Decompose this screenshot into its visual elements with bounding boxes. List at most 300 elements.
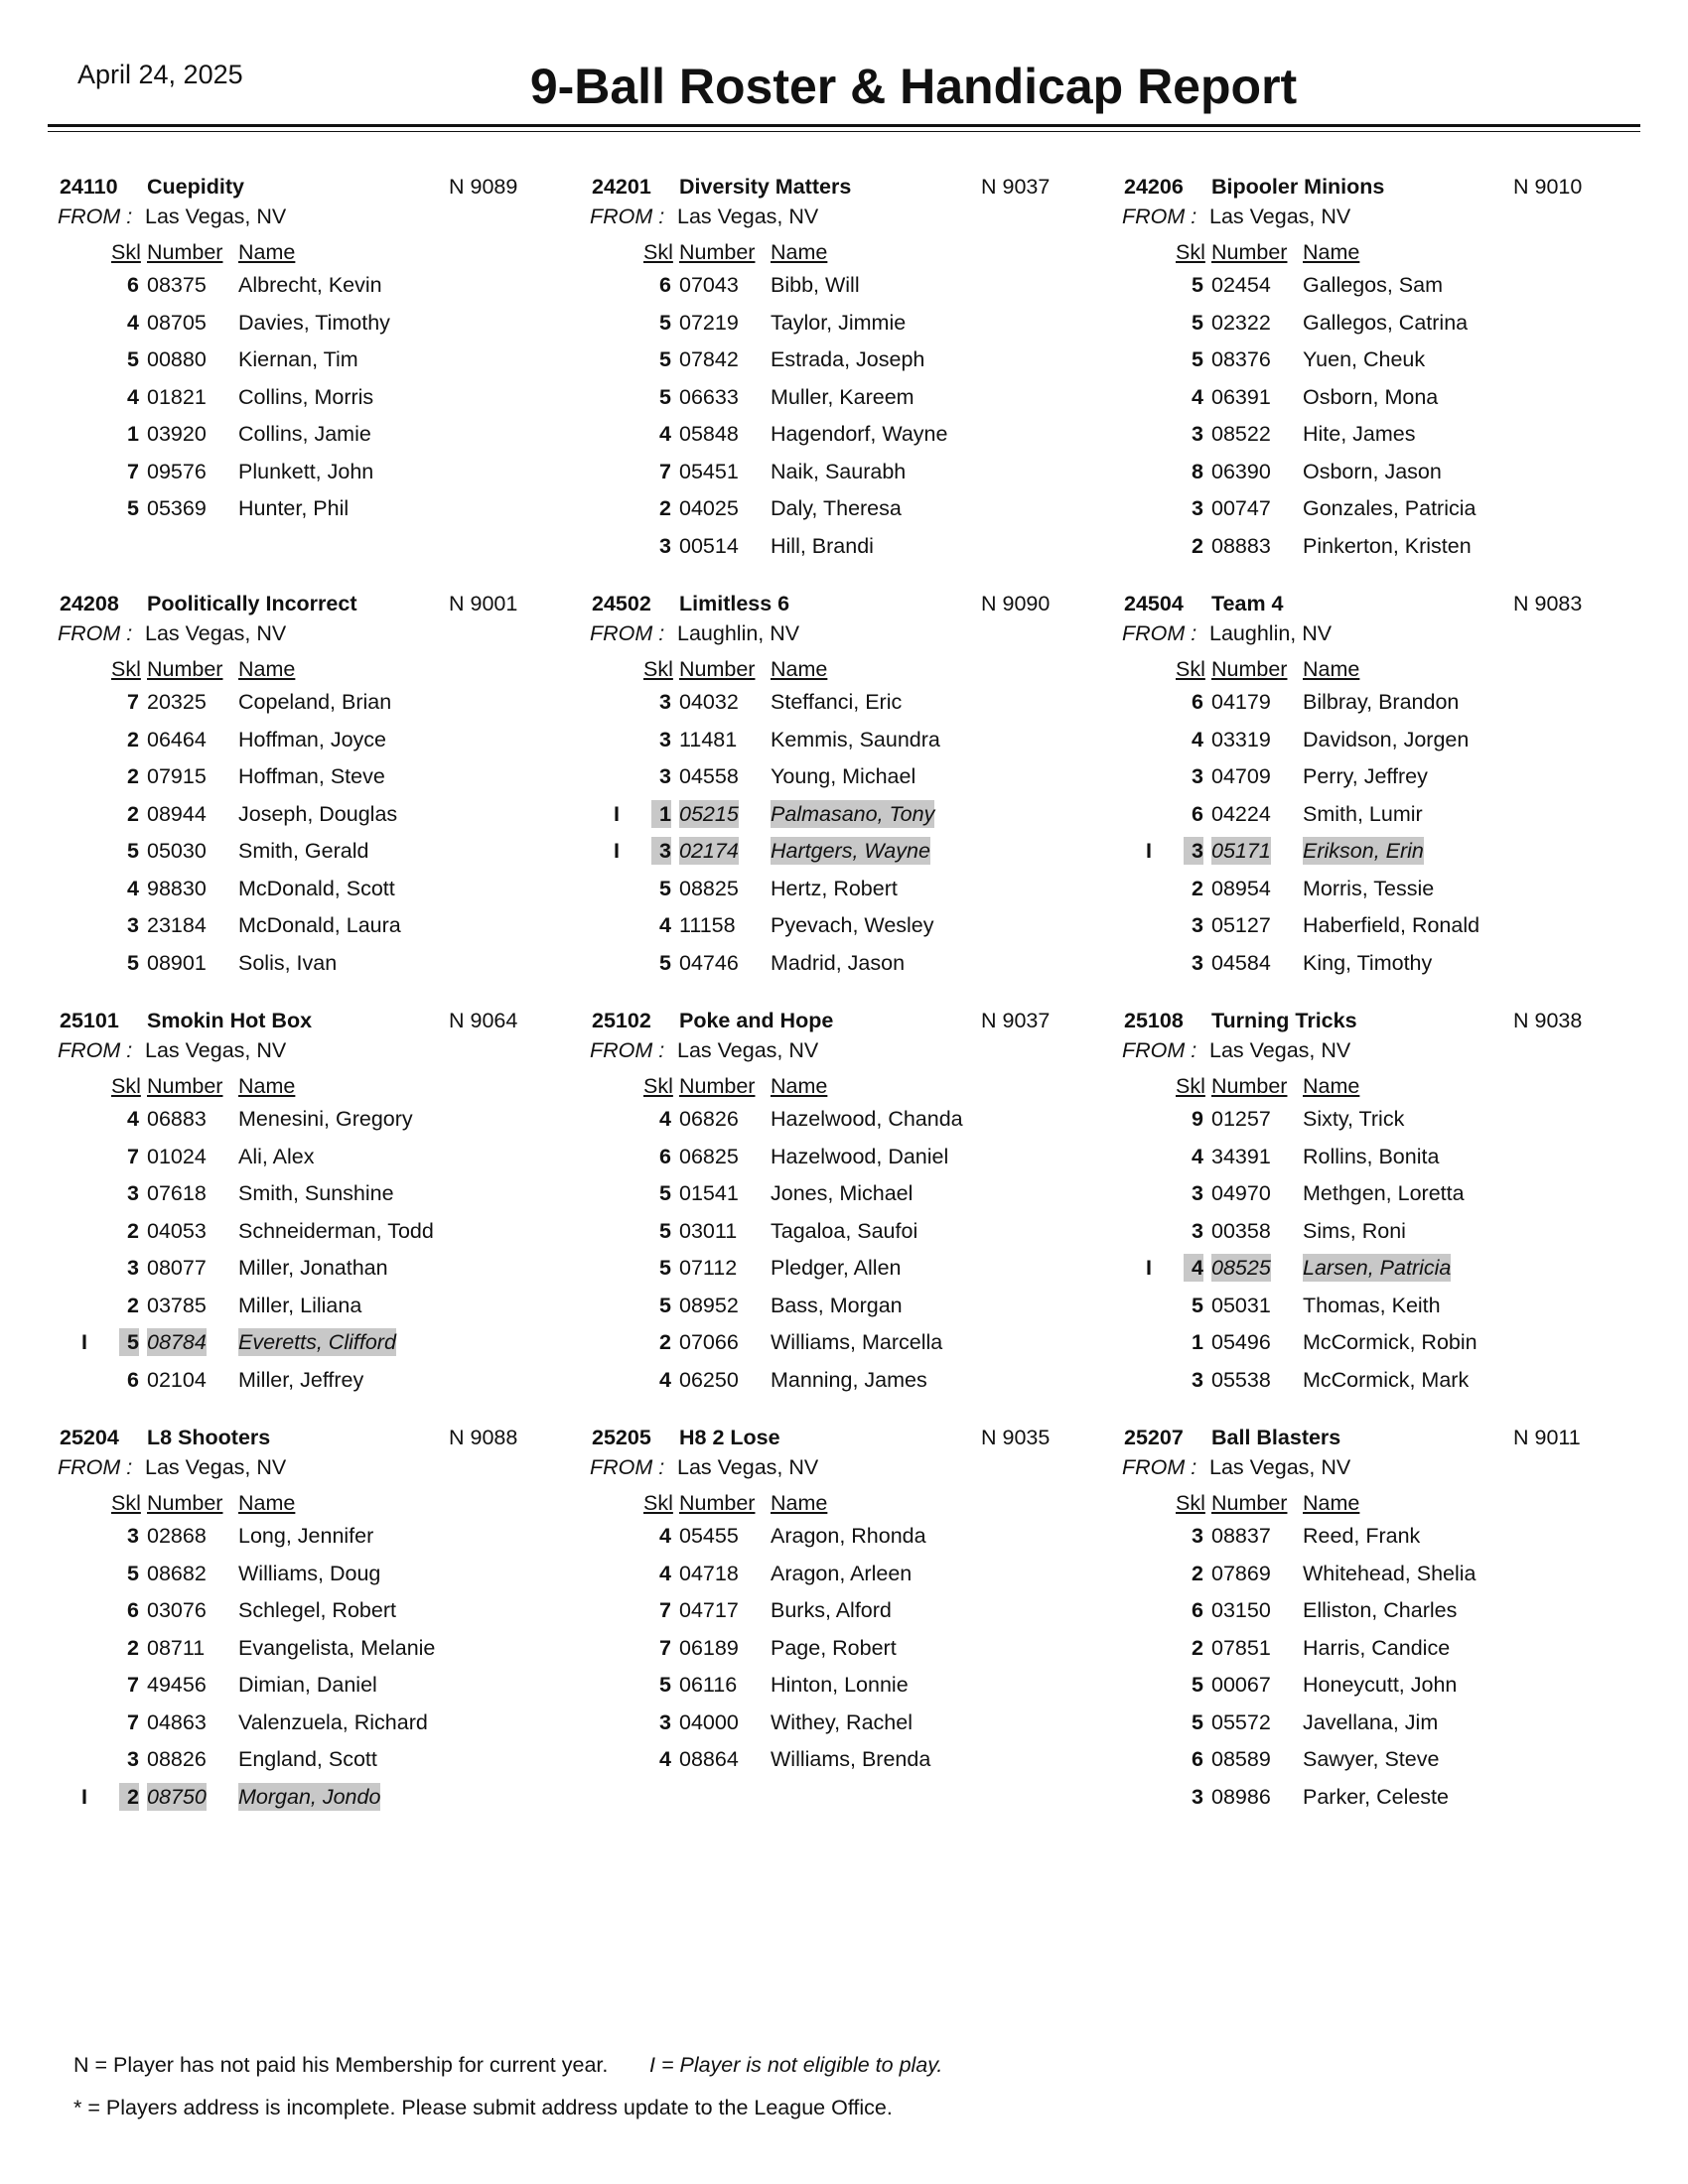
player-number: 06464 (147, 727, 207, 751)
player-skill: 5 (659, 950, 671, 975)
player-number: 04709 (1211, 764, 1271, 788)
player-name: McDonald, Scott (238, 876, 395, 900)
player-name: Miller, Jonathan (238, 1256, 388, 1280)
column-header-number: Number (679, 240, 756, 264)
player-row (592, 271, 1108, 309)
player-name: Williams, Doug (238, 1561, 381, 1585)
column-header-number: Number (1211, 1074, 1288, 1098)
player-row (60, 911, 576, 949)
player-number: 05127 (1211, 913, 1271, 937)
player-number: 05369 (147, 496, 207, 520)
player-row (592, 1522, 1108, 1560)
player-number: 01821 (147, 384, 207, 409)
column-header-skl: Skl (1176, 657, 1205, 681)
team-from (58, 205, 574, 234)
player-row (1124, 1143, 1640, 1180)
player-row (60, 1143, 576, 1180)
player-skill: 4 (659, 1367, 671, 1392)
player-name: Sixty, Trick (1303, 1107, 1405, 1131)
column-header-number: Number (679, 1074, 756, 1098)
player-skill: 6 (1192, 690, 1203, 714)
team-header (1124, 592, 1640, 621)
column-header-skl: Skl (1176, 240, 1205, 264)
team-name: Limitless 6 (679, 592, 790, 615)
player-number: 04179 (1211, 690, 1271, 714)
player-name: Smith, Gerald (238, 839, 369, 863)
roster-column-headers (592, 657, 1108, 687)
team-code: N 9035 (981, 1426, 1051, 1449)
player-skill: 5 (659, 1256, 671, 1280)
player-number: 08825 (679, 876, 739, 900)
player-skill: 5 (127, 1561, 139, 1585)
player-row (1124, 1292, 1640, 1329)
player-name: Rollins, Bonita (1303, 1144, 1440, 1168)
column-header-name: Name (238, 1491, 296, 1515)
roster-column-headers (1124, 1491, 1640, 1521)
player-name: Osborn, Jason (1303, 459, 1442, 483)
player-name: Williams, Marcella (771, 1330, 943, 1354)
player-row (592, 309, 1108, 346)
player-name: Hite, James (1303, 422, 1416, 446)
player-number: 07618 (147, 1181, 207, 1205)
player-skill: 5 (1192, 1293, 1203, 1317)
player-name: King, Timothy (1303, 950, 1433, 975)
player-number: 04970 (1211, 1181, 1271, 1205)
player-skill: 6 (659, 1144, 671, 1168)
player-row (1124, 875, 1640, 912)
player-number: 08705 (147, 310, 207, 335)
player-name: Menesini, Gregory (238, 1107, 413, 1131)
team-header (1124, 175, 1640, 205)
player-name: Erikson, Erin (1303, 839, 1424, 863)
team-name: Smokin Hot Box (147, 1009, 313, 1032)
team-id: 25108 (1124, 1009, 1184, 1032)
column-header-name: Name (1303, 1074, 1360, 1098)
team-code: N 9038 (1513, 1009, 1583, 1032)
player-number: 02868 (147, 1524, 207, 1548)
column-header-skl: Skl (643, 1074, 673, 1098)
player-name: Schlegel, Robert (238, 1598, 396, 1622)
roster-list (60, 1105, 576, 1403)
player-skill: 5 (127, 950, 139, 975)
player-name: Javellana, Jim (1303, 1709, 1439, 1734)
column-header-name: Name (771, 657, 828, 681)
eligibility-mark: I (81, 1330, 87, 1354)
player-skill: 5 (1192, 310, 1203, 335)
player-number: 07869 (1211, 1561, 1271, 1585)
player-number: 02104 (147, 1367, 207, 1392)
player-number: 04746 (679, 950, 739, 975)
team-from (590, 621, 1106, 651)
player-name: Sims, Roni (1303, 1218, 1406, 1243)
column-header-number: Number (147, 1074, 223, 1098)
team-id: 24502 (592, 592, 651, 615)
roster-list (1124, 1522, 1640, 1820)
player-skill: 8 (1192, 459, 1203, 483)
player-skill: 2 (659, 1330, 671, 1354)
team-id: 24504 (1124, 592, 1184, 615)
column-header-number: Number (679, 1491, 756, 1515)
player-number: 00514 (679, 533, 739, 558)
roster-column-headers (60, 1491, 576, 1521)
player-number: 07043 (679, 273, 739, 297)
player-name: Pledger, Allen (771, 1256, 902, 1280)
player-skill: 2 (127, 727, 139, 751)
player-name: Williams, Brenda (771, 1747, 931, 1771)
player-skill: 2 (1192, 533, 1203, 558)
player-skill: 5 (659, 384, 671, 409)
column-header-name: Name (238, 1074, 296, 1098)
player-name: Palmasano, Tony (771, 801, 935, 826)
player-skill: 5 (127, 347, 139, 371)
player-skill: 3 (1192, 1181, 1203, 1205)
player-skill: 3 (1192, 950, 1203, 975)
player-skill: 5 (659, 876, 671, 900)
player-row (592, 837, 1108, 875)
player-number: 08525 (1211, 1256, 1271, 1280)
eligibility-mark: I (1146, 1256, 1152, 1280)
player-row (60, 1366, 576, 1404)
player-skill: 2 (1192, 1561, 1203, 1585)
player-row (60, 420, 576, 458)
roster-column-headers (592, 240, 1108, 270)
player-name: McCormick, Mark (1303, 1367, 1470, 1392)
player-skill: 7 (659, 1598, 671, 1622)
player-row (592, 800, 1108, 838)
player-number: 07842 (679, 347, 739, 371)
player-row (1124, 800, 1640, 838)
player-number: 04558 (679, 764, 739, 788)
team-block (60, 1009, 576, 1416)
player-name: Yuen, Cheuk (1303, 347, 1426, 371)
player-skill: 2 (127, 801, 139, 826)
player-row (1124, 1366, 1640, 1404)
team-name: Cuepidity (147, 175, 244, 199)
player-skill: 6 (127, 1367, 139, 1392)
column-header-skl: Skl (643, 657, 673, 681)
player-number: 03150 (1211, 1598, 1271, 1622)
player-number: 01257 (1211, 1107, 1271, 1131)
player-number: 08376 (1211, 347, 1271, 371)
player-row (60, 1783, 576, 1821)
player-row (592, 726, 1108, 763)
from-label: FROM : (590, 1038, 665, 1062)
player-skill: 5 (1192, 347, 1203, 371)
player-skill: 4 (659, 1561, 671, 1585)
player-name: Everetts, Clifford (238, 1330, 396, 1354)
player-skill: 6 (1192, 801, 1203, 826)
player-skill: 4 (1192, 727, 1203, 751)
team-block (592, 1426, 1108, 1833)
player-row (592, 1708, 1108, 1746)
player-skill: 6 (659, 273, 671, 297)
player-skill: 7 (659, 459, 671, 483)
player-name: Kemmis, Saundra (771, 727, 940, 751)
player-name: Hoffman, Steve (238, 764, 385, 788)
player-name: Bibb, Will (771, 273, 860, 297)
team-block (1124, 1426, 1640, 1833)
player-skill: 2 (127, 1635, 139, 1660)
player-row (1124, 383, 1640, 421)
from-label: FROM : (1122, 621, 1197, 645)
column-header-number: Number (147, 657, 223, 681)
player-number: 04584 (1211, 950, 1271, 975)
player-row (60, 1105, 576, 1143)
player-name: Long, Jennifer (238, 1524, 374, 1548)
player-row (592, 1745, 1108, 1783)
roster-list (1124, 688, 1640, 986)
team-id: 25204 (60, 1426, 119, 1449)
team-code: N 9089 (449, 175, 518, 199)
from-label: FROM : (58, 1455, 133, 1479)
player-skill: 3 (659, 690, 671, 714)
column-header-number: Number (1211, 240, 1288, 264)
player-row (60, 726, 576, 763)
team-block (592, 175, 1108, 582)
team-city: Las Vegas, NV (145, 1038, 287, 1062)
player-number: 07915 (147, 764, 207, 788)
team-block (592, 1009, 1108, 1416)
from-label: FROM : (58, 1038, 133, 1062)
player-row (60, 383, 576, 421)
player-row (592, 1143, 1108, 1180)
player-number: 05572 (1211, 1709, 1271, 1734)
player-number: 07112 (679, 1256, 738, 1280)
player-skill: 3 (1192, 422, 1203, 446)
player-name: Hertz, Robert (771, 876, 898, 900)
column-header-skl: Skl (643, 240, 673, 264)
player-number: 08375 (147, 273, 207, 297)
player-name: Haberfield, Ronald (1303, 913, 1480, 937)
player-name: Pinkerton, Kristen (1303, 533, 1472, 558)
player-number: 04053 (147, 1218, 207, 1243)
player-row (60, 1745, 576, 1783)
team-city: Laughlin, NV (677, 621, 800, 645)
roster-list (60, 688, 576, 986)
player-number: 11481 (679, 727, 738, 751)
player-row (60, 949, 576, 987)
team-code: N 9083 (1513, 592, 1583, 615)
team-block (1124, 592, 1640, 999)
player-name: Whitehead, Shelia (1303, 1561, 1477, 1585)
player-skill: 3 (127, 913, 139, 937)
player-number: 03319 (1211, 727, 1271, 751)
player-row (592, 949, 1108, 987)
column-header-number: Number (147, 1491, 223, 1515)
team-block (1124, 175, 1640, 582)
from-label: FROM : (58, 205, 133, 228)
team-block (592, 592, 1108, 999)
team-name: L8 Shooters (147, 1426, 271, 1449)
player-name: Daly, Theresa (771, 496, 902, 520)
team-city: Las Vegas, NV (145, 205, 287, 228)
player-row (60, 1292, 576, 1329)
player-name: Parker, Celeste (1303, 1784, 1449, 1809)
player-skill: 2 (1192, 1635, 1203, 1660)
player-name: Kiernan, Tim (238, 347, 358, 371)
player-skill: 3 (1192, 1524, 1203, 1548)
player-number: 08826 (147, 1747, 207, 1771)
player-skill: 2 (127, 1293, 139, 1317)
player-row (60, 271, 576, 309)
player-row (1124, 1522, 1640, 1560)
player-number: 08986 (1211, 1784, 1271, 1809)
player-name: Hagendorf, Wayne (771, 422, 948, 446)
player-name: Honeycutt, John (1303, 1673, 1458, 1697)
player-skill: 2 (127, 1218, 139, 1243)
player-row (60, 309, 576, 346)
team-city: Las Vegas, NV (145, 621, 287, 645)
player-skill: 3 (651, 837, 671, 865)
player-name: Hill, Brandi (771, 533, 874, 558)
player-number: 03785 (147, 1293, 207, 1317)
player-row (1124, 1328, 1640, 1366)
player-name: Copeland, Brian (238, 690, 392, 714)
player-row (1124, 726, 1640, 763)
roster-list (1124, 1105, 1640, 1403)
roster-list (592, 1105, 1108, 1403)
player-name: Morris, Tessie (1303, 876, 1435, 900)
player-name: Jones, Michael (771, 1181, 914, 1205)
player-row (60, 1596, 576, 1634)
player-number: 01024 (147, 1144, 207, 1168)
team-id: 25207 (1124, 1426, 1184, 1449)
from-label: FROM : (590, 205, 665, 228)
player-skill: 5 (659, 1673, 671, 1697)
player-row (592, 1596, 1108, 1634)
player-skill: 4 (659, 422, 671, 446)
player-number: 08952 (679, 1293, 739, 1317)
player-number: 04717 (679, 1598, 739, 1622)
player-name: Hunter, Phil (238, 496, 350, 520)
player-skill: 3 (127, 1524, 139, 1548)
player-skill: 5 (127, 839, 139, 863)
player-row (1124, 1217, 1640, 1255)
team-name: Ball Blasters (1211, 1426, 1341, 1449)
player-name: Dimian, Daniel (238, 1673, 377, 1697)
player-number: 04224 (1211, 801, 1271, 826)
team-block (60, 592, 576, 999)
player-row (1124, 458, 1640, 495)
team-city: Las Vegas, NV (1209, 205, 1351, 228)
from-label: FROM : (1122, 205, 1197, 228)
player-name: Estrada, Joseph (771, 347, 925, 371)
team-header (1124, 1009, 1640, 1038)
player-number: 34391 (1211, 1144, 1271, 1168)
player-number: 00067 (1211, 1673, 1271, 1697)
from-label: FROM : (590, 621, 665, 645)
team-city: Laughlin, NV (1209, 621, 1333, 645)
player-number: 04025 (679, 496, 739, 520)
player-number: 05451 (679, 459, 739, 483)
player-number: 07066 (679, 1330, 739, 1354)
player-name: Methgen, Loretta (1303, 1181, 1465, 1205)
player-row (60, 1254, 576, 1292)
team-block (60, 175, 576, 582)
player-row (1124, 494, 1640, 532)
roster-column-headers (60, 240, 576, 270)
player-skill: 3 (1192, 764, 1203, 788)
team-id: 25102 (592, 1009, 651, 1032)
player-number: 05171 (1211, 839, 1271, 863)
team-name: Diversity Matters (679, 175, 852, 199)
player-name: Morgan, Jondo (238, 1784, 381, 1809)
legend-membership-note: N = Player has not paid his Membership for current year. (73, 2053, 609, 2077)
team-header (60, 175, 576, 205)
player-row (592, 532, 1108, 570)
team-id: 25205 (592, 1426, 651, 1449)
player-row (1124, 1254, 1640, 1292)
player-skill: 5 (1192, 1673, 1203, 1697)
player-skill: 3 (1192, 1218, 1203, 1243)
player-name: Valenzuela, Richard (238, 1709, 428, 1734)
player-number: 08901 (147, 950, 207, 975)
team-header (592, 1426, 1108, 1455)
roster-list (592, 688, 1108, 986)
player-skill: 2 (127, 764, 139, 788)
column-header-skl: Skl (1176, 1491, 1205, 1515)
column-header-number: Number (679, 657, 756, 681)
player-skill: 4 (127, 310, 139, 335)
roster-list (60, 1522, 576, 1820)
player-row (60, 1522, 576, 1560)
team-code: N 9010 (1513, 175, 1583, 199)
player-number: 08944 (147, 801, 207, 826)
player-number: 05496 (1211, 1330, 1271, 1354)
column-header-name: Name (1303, 240, 1360, 264)
column-header-name: Name (238, 240, 296, 264)
player-name: Manning, James (771, 1367, 927, 1392)
column-header-skl: Skl (1176, 1074, 1205, 1098)
player-row (60, 688, 576, 726)
player-name: Miller, Liliana (238, 1293, 362, 1317)
player-row (60, 345, 576, 383)
player-number: 00358 (1211, 1218, 1271, 1243)
team-code: N 9088 (449, 1426, 518, 1449)
team-header (592, 175, 1108, 205)
player-row (1124, 837, 1640, 875)
player-name: Joseph, Douglas (238, 801, 398, 826)
team-id: 24110 (60, 175, 118, 199)
player-number: 08589 (1211, 1747, 1271, 1771)
team-from (58, 621, 574, 651)
player-number: 08883 (1211, 533, 1271, 558)
player-skill: 1 (127, 422, 139, 446)
team-name: Turning Tricks (1211, 1009, 1357, 1032)
player-row (1124, 1708, 1640, 1746)
team-from (590, 1455, 1106, 1485)
column-header-name: Name (771, 240, 828, 264)
team-city: Las Vegas, NV (677, 1038, 819, 1062)
player-skill: 3 (659, 727, 671, 751)
eligibility-mark: I (614, 801, 620, 826)
player-row (1124, 1671, 1640, 1708)
player-skill: 4 (659, 913, 671, 937)
player-name: Muller, Kareem (771, 384, 914, 409)
team-header (1124, 1426, 1640, 1455)
roster-list (1124, 271, 1640, 569)
player-row (592, 688, 1108, 726)
player-skill: 3 (127, 1181, 139, 1205)
player-skill: 5 (659, 310, 671, 335)
player-name: Evangelista, Melanie (238, 1635, 436, 1660)
player-name: Hinton, Lonnie (771, 1673, 909, 1697)
header-rule-thick (48, 124, 1640, 127)
player-row (592, 1105, 1108, 1143)
player-name: Larsen, Patricia (1303, 1256, 1452, 1280)
player-number: 08750 (147, 1784, 207, 1809)
player-row (1124, 345, 1640, 383)
